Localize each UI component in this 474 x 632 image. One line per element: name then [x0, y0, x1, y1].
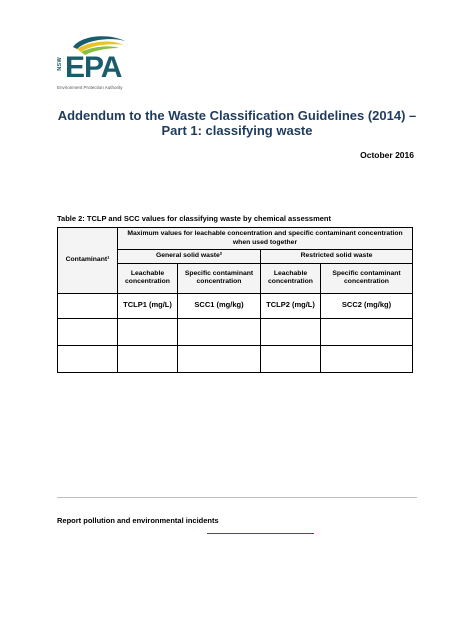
epa-logo: [57, 33, 137, 91]
unit-cell: SCC1 (mg/kg): [178, 293, 261, 318]
table-caption: Table 2: TCLP and SCC values for classifying waste by chemical assessment: [57, 214, 331, 223]
table-cell: [261, 345, 321, 372]
column-header: Leachable concentration: [118, 263, 178, 293]
logo-epa: EPA: [65, 51, 122, 84]
table-cell: [321, 345, 413, 372]
table-units-row: [58, 293, 413, 318]
table-cell: [321, 318, 413, 345]
document-date: October 2016: [360, 150, 414, 160]
table-cell: [58, 345, 118, 372]
logo-subtitle: Environment Protection Authority: [57, 85, 123, 90]
title-line-1: Addendum to the Waste Classification Guidelines (2014) –: [57, 108, 417, 123]
logo-nsw: NSW: [57, 57, 63, 71]
general-solid-waste-header: General solid waste²: [118, 250, 261, 264]
table-row: [58, 345, 413, 372]
column-header: Specific contaminant concentration: [178, 263, 261, 293]
table-cell: [178, 318, 261, 345]
unit-cell: TCLP1 (mg/L): [118, 293, 178, 318]
report-link-underline[interactable]: [207, 533, 314, 534]
report-pollution-heading: Report pollution and environmental incidents: [57, 516, 219, 525]
max-values-header: Maximum values for leachable concentration and specific contaminant concentration when used together: [118, 228, 413, 250]
unit-cell: TCLP2 (mg/L): [261, 293, 321, 318]
document-title: [40, 108, 434, 138]
unit-cell: SCC2 (mg/kg): [321, 293, 413, 318]
table-row: [58, 318, 413, 345]
table-cell: [261, 318, 321, 345]
title-line-2: Part 1: classifying waste: [161, 123, 313, 138]
table-header-row: [58, 228, 413, 250]
restricted-solid-waste-header: Restricted solid waste: [261, 250, 413, 264]
table-cell: [118, 345, 178, 372]
contaminant-header: Contaminant¹: [58, 228, 118, 294]
footer-divider: [57, 497, 417, 498]
table-cell: [58, 293, 118, 318]
tclp-scc-table: [57, 227, 413, 373]
table-cell: [118, 318, 178, 345]
table-cell: [178, 345, 261, 372]
column-header: Leachable concentration: [261, 263, 321, 293]
table-cell: [58, 318, 118, 345]
column-header: Specific contaminant concentration: [321, 263, 413, 293]
